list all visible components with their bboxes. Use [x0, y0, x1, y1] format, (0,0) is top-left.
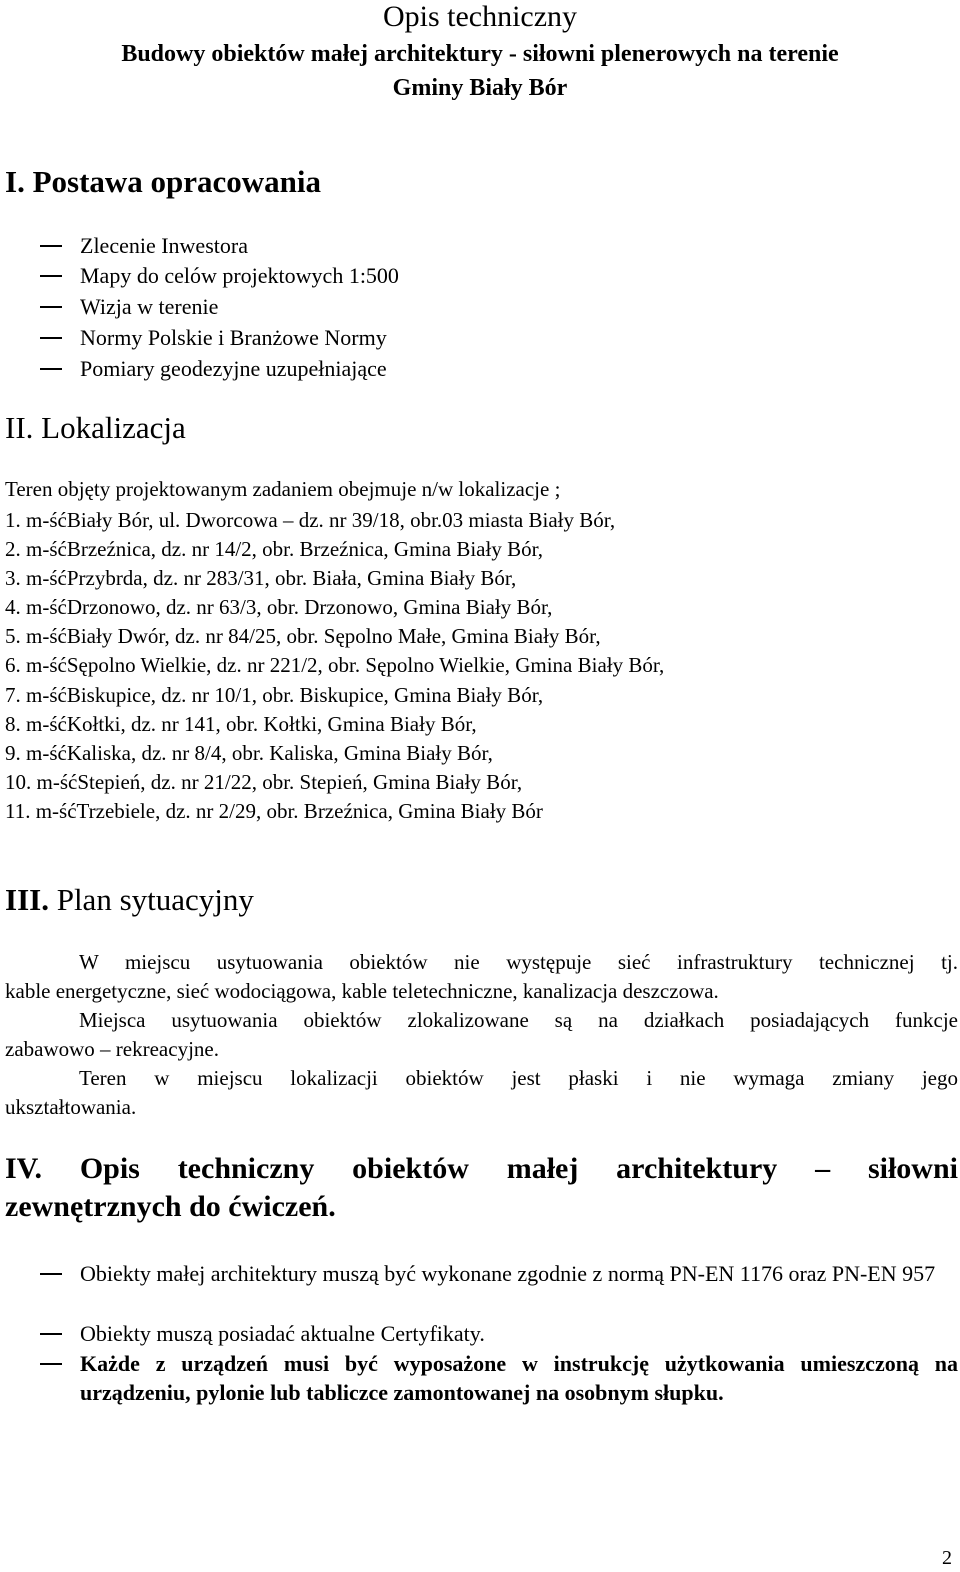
location-item: 7. m-śćBiskupice, dz. nr 10/1, obr. Biskupice, Gmina Biały Bór, [5, 682, 544, 707]
section1-item [0, 323, 960, 353]
paragraph-line: kable energetyczne, sieć wodociągowa, kable teletechniczne, kanalizacja deszczowa. [5, 979, 719, 1003]
section3-paragraph-2 [5, 1006, 958, 1064]
section1-item-text: Wizja w terenie [80, 294, 219, 319]
section1-item-text: Normy Polskie i Branżowe Normy [80, 325, 387, 350]
section1-item [0, 292, 960, 322]
location-item: 9. m-śćKaliska, dz. nr 8/4, obr. Kaliska, Gmina Biały Bór, [5, 740, 493, 765]
section1-item [0, 231, 960, 261]
section3-heading [5, 882, 254, 918]
section3-heading-number: III. [5, 882, 49, 917]
section1-heading: I. Postawa opracowania [5, 164, 322, 199]
section1-item-text: Mapy do celów projektowych 1:500 [80, 263, 399, 288]
section4-item-text: Każde z urządzeń musi być wyposażone w instrukcję użytkowania umieszczoną na urządzeniu, pylonie lub tabliczce zamontowanej na osobnym słupku. [80, 1351, 958, 1405]
section1-item [0, 354, 960, 384]
section2-heading: II. Lokalizacja [5, 410, 186, 445]
paragraph-line: ukształtowania. [5, 1095, 137, 1119]
dash-bullet-icon [40, 368, 62, 370]
section4-item [0, 1259, 960, 1317]
location-item: 6. m-śćSępolno Wielkie, dz. nr 221/2, obr. Sępolno Wielkie, Gmina Biały Bór, [5, 653, 665, 678]
section4-heading-line2: zewnętrznych do ćwiczeń. [5, 1190, 336, 1223]
section3-heading-text: Plan sytuacyjny [48, 882, 254, 917]
location-item: 11. m-śćTrzebiele, dz. nr 2/29, obr. Brzeźnica, Gmina Biały Bór [5, 798, 543, 823]
dash-bullet-icon [40, 306, 62, 308]
dash-bullet-icon [40, 1273, 62, 1275]
location-item: 3. m-śćPrzybrda, dz. nr 283/31, obr. Biała, Gmina Biały Bór, [5, 566, 517, 591]
section1-item [0, 261, 960, 291]
section4-item-text: Obiekty muszą posiadać aktualne Certyfikaty. [80, 1321, 485, 1346]
section3-paragraph-3 [5, 1064, 958, 1122]
paragraph-line: zabawowo – rekreacyjne. [5, 1037, 219, 1061]
document-subtitle-line2: Gminy Biały Bór [392, 75, 568, 101]
section2-intro: Teren objęty projektowanym zadaniem obejmuje n/w lokalizacje ; [5, 477, 561, 501]
location-item: 5. m-śćBiały Dwór, dz. nr 84/25, obr. Sępolno Małe, Gmina Biały Bór, [5, 624, 601, 649]
paragraph-line: Miejsca usytuowania obiektów zlokalizowane są na działkach posiadających funkcje [79, 1008, 958, 1032]
location-item: 8. m-śćKołtki, dz. nr 141, obr. Kołtki, Gmina Biały Bór, [5, 711, 477, 736]
dash-bullet-icon [40, 1333, 62, 1335]
section1-item-text: Pomiary geodezyjne uzupełniające [80, 356, 387, 381]
document-title: Opis techniczny [382, 0, 578, 33]
paragraph-line: Teren w miejscu lokalizacji obiektów jest płaski i nie wymaga zmiany jego [79, 1066, 958, 1090]
dash-bullet-icon [40, 275, 62, 277]
section4-item [0, 1319, 960, 1348]
dash-bullet-icon [40, 337, 62, 339]
section4-heading-line1: IV. Opis techniczny obiektów małej architektury – siłowni [5, 1152, 958, 1185]
section1-item-text: Zlecenie Inwestora [80, 233, 248, 258]
location-list [5, 506, 945, 826]
location-item: 4. m-śćDrzonowo, dz. nr 63/3, obr. Drzonowo, Gmina Biały Bór, [5, 595, 553, 620]
location-item: 2. m-śćBrzeźnica, dz. nr 14/2, obr. Brzeźnica, Gmina Biały Bór, [5, 537, 543, 562]
location-item: 10. m-śćStepień, dz. nr 21/22, obr. Stepień, Gmina Biały Bór, [5, 769, 523, 794]
section4-item-text: Obiekty małej architektury muszą być wykonane zgodnie z normą PN-EN 1176 oraz PN-EN 957 [80, 1261, 936, 1286]
document-subtitle-line1: Budowy obiektów małej architektury - siłowni plenerowych na terenie [121, 41, 839, 67]
page-number: 2 [942, 1547, 952, 1569]
dash-bullet-icon [40, 1363, 62, 1365]
paragraph-line: W miejscu usytuowania obiektów nie występuje sieć infrastruktury technicznej tj. [79, 950, 958, 974]
section3-paragraph-1 [5, 948, 958, 1006]
dash-bullet-icon [40, 245, 62, 247]
section4-item [0, 1349, 960, 1407]
location-item: 1. m-śćBiały Bór, ul. Dworcowa – dz. nr 39/18, obr.03 miasta Biały Bór, [5, 508, 616, 532]
section4-heading [5, 1150, 958, 1226]
